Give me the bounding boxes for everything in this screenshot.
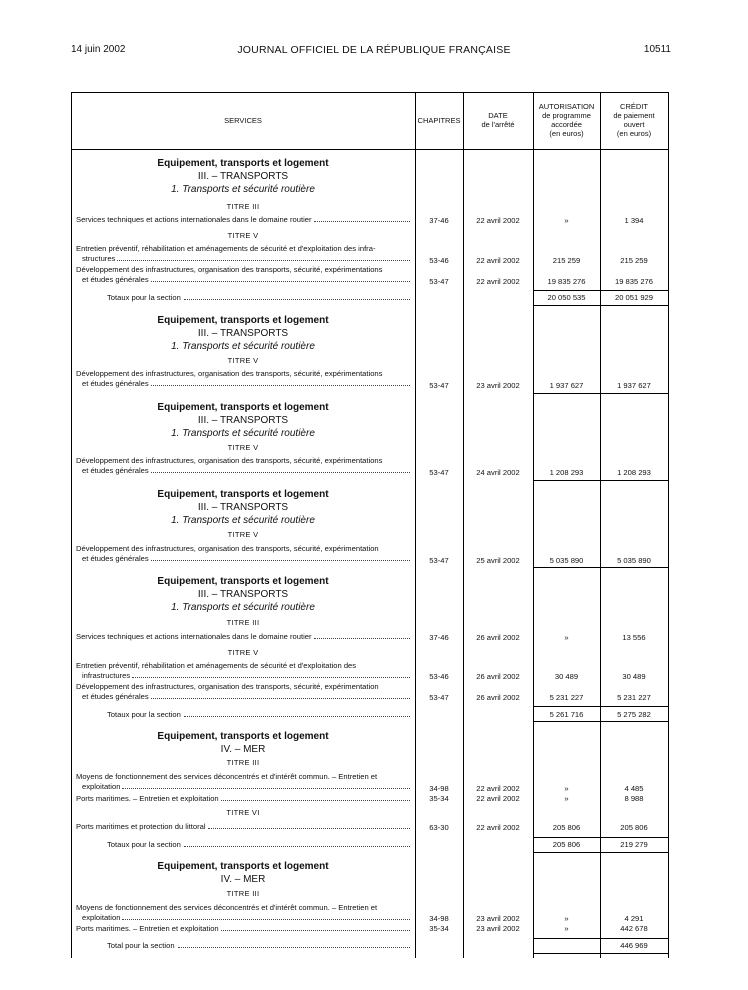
total-label: Totaux pour la section — [107, 840, 410, 849]
date-cell: 24 avril 2002 — [476, 468, 520, 477]
col-header-credit: CRÉDIT de paiement ouvert (en euros) — [613, 102, 655, 138]
subsection-title: 1. Transports et sécurité routière — [171, 428, 315, 439]
row-label: Entretien préventif, réhabilitation et aménagements de sécurité et d'exploitation des infra- structures — [76, 244, 410, 264]
titre-label: TITRE III — [226, 758, 260, 767]
section-title: III. – TRANSPORTS — [197, 415, 289, 426]
cp-cell: 215 259 — [620, 256, 648, 265]
ap-cell: 205 806 — [552, 823, 581, 832]
allocations-table — [71, 92, 668, 958]
date-cell: 22 avril 2002 — [476, 794, 520, 803]
total-cp: 20 051 929 — [614, 293, 653, 302]
chapitre-cell: 37-46 — [429, 216, 449, 225]
row-label: Services techniques et actions internationales dans le domaine routier — [76, 215, 410, 225]
titre-label: TITRE III — [226, 889, 260, 898]
section-heading — [71, 157, 415, 196]
section-title: III. – TRANSPORTS — [197, 502, 289, 513]
chapitre-cell: 34-98 — [429, 784, 449, 793]
titre-label: TITRE III — [226, 202, 260, 211]
ministry-title: Equipement, transports et logement — [157, 315, 329, 326]
ap-cell: 5 035 890 — [549, 556, 584, 565]
cp-cell: 1 937 627 — [617, 381, 651, 390]
ap-cell: » — [564, 633, 569, 642]
total-cp: 219 279 — [620, 840, 648, 849]
ap-cell: » — [564, 216, 569, 225]
row-label: Ports maritimes. – Entretien et exploitation — [76, 924, 410, 934]
col-header-date: DATE de l'arrêté — [481, 111, 515, 129]
date-cell: 26 avril 2002 — [476, 693, 520, 702]
ap-cell: 5 231 227 — [549, 693, 584, 702]
cp-cell: 442 678 — [620, 924, 648, 933]
chapitre-cell: 34-98 — [429, 914, 449, 923]
ministry-title: Equipement, transports et logement — [157, 731, 329, 742]
cp-cell: 5 035 890 — [617, 556, 651, 565]
page-header — [0, 44, 748, 58]
subsection-title: 1. Transports et sécurité routière — [171, 602, 315, 613]
section-title: III. – TRANSPORTS — [197, 589, 289, 600]
ap-cell: 215 259 — [552, 256, 581, 265]
row-label: Ports maritimes et protection du littoral — [76, 822, 410, 832]
col-rule — [668, 92, 669, 958]
cp-cell: 30 489 — [622, 672, 646, 681]
total-ap: 5 261 716 — [549, 710, 584, 719]
chapitre-cell: 53-47 — [429, 381, 449, 390]
section-title: III. – TRANSPORTS — [197, 171, 289, 182]
section-title: IV. – MER — [220, 874, 266, 885]
row-label: Entretien préventif, réhabilitation et aménagements de sécurité et d'exploitation des infrastructures — [76, 661, 410, 681]
col-header-autorisation: AUTORISATION de programme accordée (en euros) — [538, 102, 595, 138]
ap-cell: » — [564, 784, 569, 793]
total-label: Total pour la section — [107, 941, 410, 950]
row-label: Développement des infrastructures, organisation des transports, sécurité, expérimentations et études générales — [76, 456, 410, 476]
col-header-services: SERVICES — [224, 115, 262, 125]
chapitre-cell: 37-46 — [429, 633, 449, 642]
row-label: Développement des infrastructures, organisation des transports, sécurité, expérimentation et études générales — [76, 682, 410, 702]
cp-cell: 19 835 276 — [614, 277, 653, 286]
row-label: Moyens de fonctionnement des services déconcentrés et d'intérêt commun. – Entretien et exploitation — [76, 772, 410, 792]
journal-title: JOURNAL OFFICIEL DE LA RÉPUBLIQUE FRANÇAISE — [237, 44, 511, 56]
col-header-chapitres: CHAPITRES — [417, 115, 461, 125]
cp-cell: 4 485 — [624, 784, 644, 793]
cp-cell: 1 394 — [624, 216, 644, 225]
ap-cell: » — [564, 794, 569, 803]
ap-cell: 30 489 — [554, 672, 579, 681]
header-date: 14 juin 2002 — [71, 44, 126, 55]
titre-label: TITRE V — [227, 231, 259, 240]
date-cell: 22 avril 2002 — [476, 256, 520, 265]
chapitre-cell: 53-47 — [429, 468, 449, 477]
section-title: IV. – MER — [220, 744, 266, 755]
date-cell: 26 avril 2002 — [476, 633, 520, 642]
date-cell: 22 avril 2002 — [476, 277, 520, 286]
section-title: III. – TRANSPORTS — [197, 328, 289, 339]
date-cell: 23 avril 2002 — [476, 914, 520, 923]
section-heading — [71, 730, 415, 756]
page-number: 10511 — [643, 44, 671, 55]
ap-cell: 19 835 276 — [547, 277, 586, 286]
cp-cell: 5 231 227 — [617, 693, 651, 702]
titre-label: TITRE VI — [226, 808, 260, 817]
section-heading — [71, 575, 415, 614]
date-cell: 22 avril 2002 — [476, 216, 520, 225]
total-label: Totaux pour la section — [107, 293, 410, 302]
date-cell: 22 avril 2002 — [476, 784, 520, 793]
section-heading — [71, 488, 415, 527]
titre-label: TITRE III — [226, 618, 260, 627]
total-cp: 5 275 282 — [617, 710, 651, 719]
subsection-title: 1. Transports et sécurité routière — [171, 184, 315, 195]
section-heading — [71, 401, 415, 440]
chapitre-cell: 53-46 — [429, 672, 449, 681]
row-label: Développement des infrastructures, organisation des transports, sécurité, expérimentation et études générales — [76, 544, 410, 564]
chapitre-cell: 53-47 — [429, 693, 449, 702]
total-ap: 205 806 — [552, 840, 581, 849]
cp-cell: 205 806 — [620, 823, 648, 832]
ministry-title: Equipement, transports et logement — [157, 158, 329, 169]
row-label: Développement des infrastructures, organisation des transports, sécurité, expérimentations et études générales — [76, 265, 410, 285]
total-ap: 20 050 535 — [547, 293, 586, 302]
titre-label: TITRE V — [227, 356, 259, 365]
titre-label: TITRE V — [227, 443, 259, 452]
row-label: Moyens de fonctionnement des services déconcentrés et d'intérêt commun. – Entretien et exploitation — [76, 903, 410, 923]
header-bottom-rule — [71, 149, 668, 150]
ministry-title: Equipement, transports et logement — [157, 402, 329, 413]
ap-cell: » — [564, 914, 569, 923]
subsection-title: 1. Transports et sécurité routière — [171, 515, 315, 526]
chapitre-cell: 53-47 — [429, 556, 449, 565]
cp-cell: 1 208 293 — [617, 468, 651, 477]
row-label: Développement des infrastructures, organisation des transports, sécurité, expérimentations et études générales — [76, 369, 410, 389]
cp-cell: 4 291 — [624, 914, 644, 923]
section-heading — [71, 314, 415, 353]
total-cp: 446 969 — [620, 941, 648, 950]
ministry-title: Equipement, transports et logement — [157, 861, 329, 872]
row-label: Ports maritimes. – Entretien et exploitation — [76, 794, 410, 804]
ap-cell: 1 937 627 — [549, 381, 584, 390]
chapitre-cell: 53-46 — [429, 256, 449, 265]
date-cell: 25 avril 2002 — [476, 556, 520, 565]
chapitre-cell: 53-47 — [429, 277, 449, 286]
date-cell: 23 avril 2002 — [476, 381, 520, 390]
ministry-title: Equipement, transports et logement — [157, 576, 329, 587]
titre-label: TITRE V — [227, 530, 259, 539]
chapitre-cell: 35-34 — [429, 924, 449, 933]
section-heading — [71, 860, 415, 886]
cp-cell: 8 988 — [624, 794, 644, 803]
date-cell: 23 avril 2002 — [476, 924, 520, 933]
subsection-title: 1. Transports et sécurité routière — [171, 341, 315, 352]
titre-label: TITRE V — [227, 648, 259, 657]
date-cell: 26 avril 2002 — [476, 672, 520, 681]
chapitre-cell: 35-34 — [429, 794, 449, 803]
cp-cell: 13 556 — [622, 633, 646, 642]
ap-cell: » — [564, 924, 569, 933]
ministry-title: Equipement, transports et logement — [157, 489, 329, 500]
ap-cell: 1 208 293 — [549, 468, 584, 477]
total-label: Totaux pour la section — [107, 710, 410, 719]
chapitre-cell: 63-30 — [429, 823, 449, 832]
row-label: Services techniques et actions internationales dans le domaine routier — [76, 632, 410, 642]
date-cell: 22 avril 2002 — [476, 823, 520, 832]
